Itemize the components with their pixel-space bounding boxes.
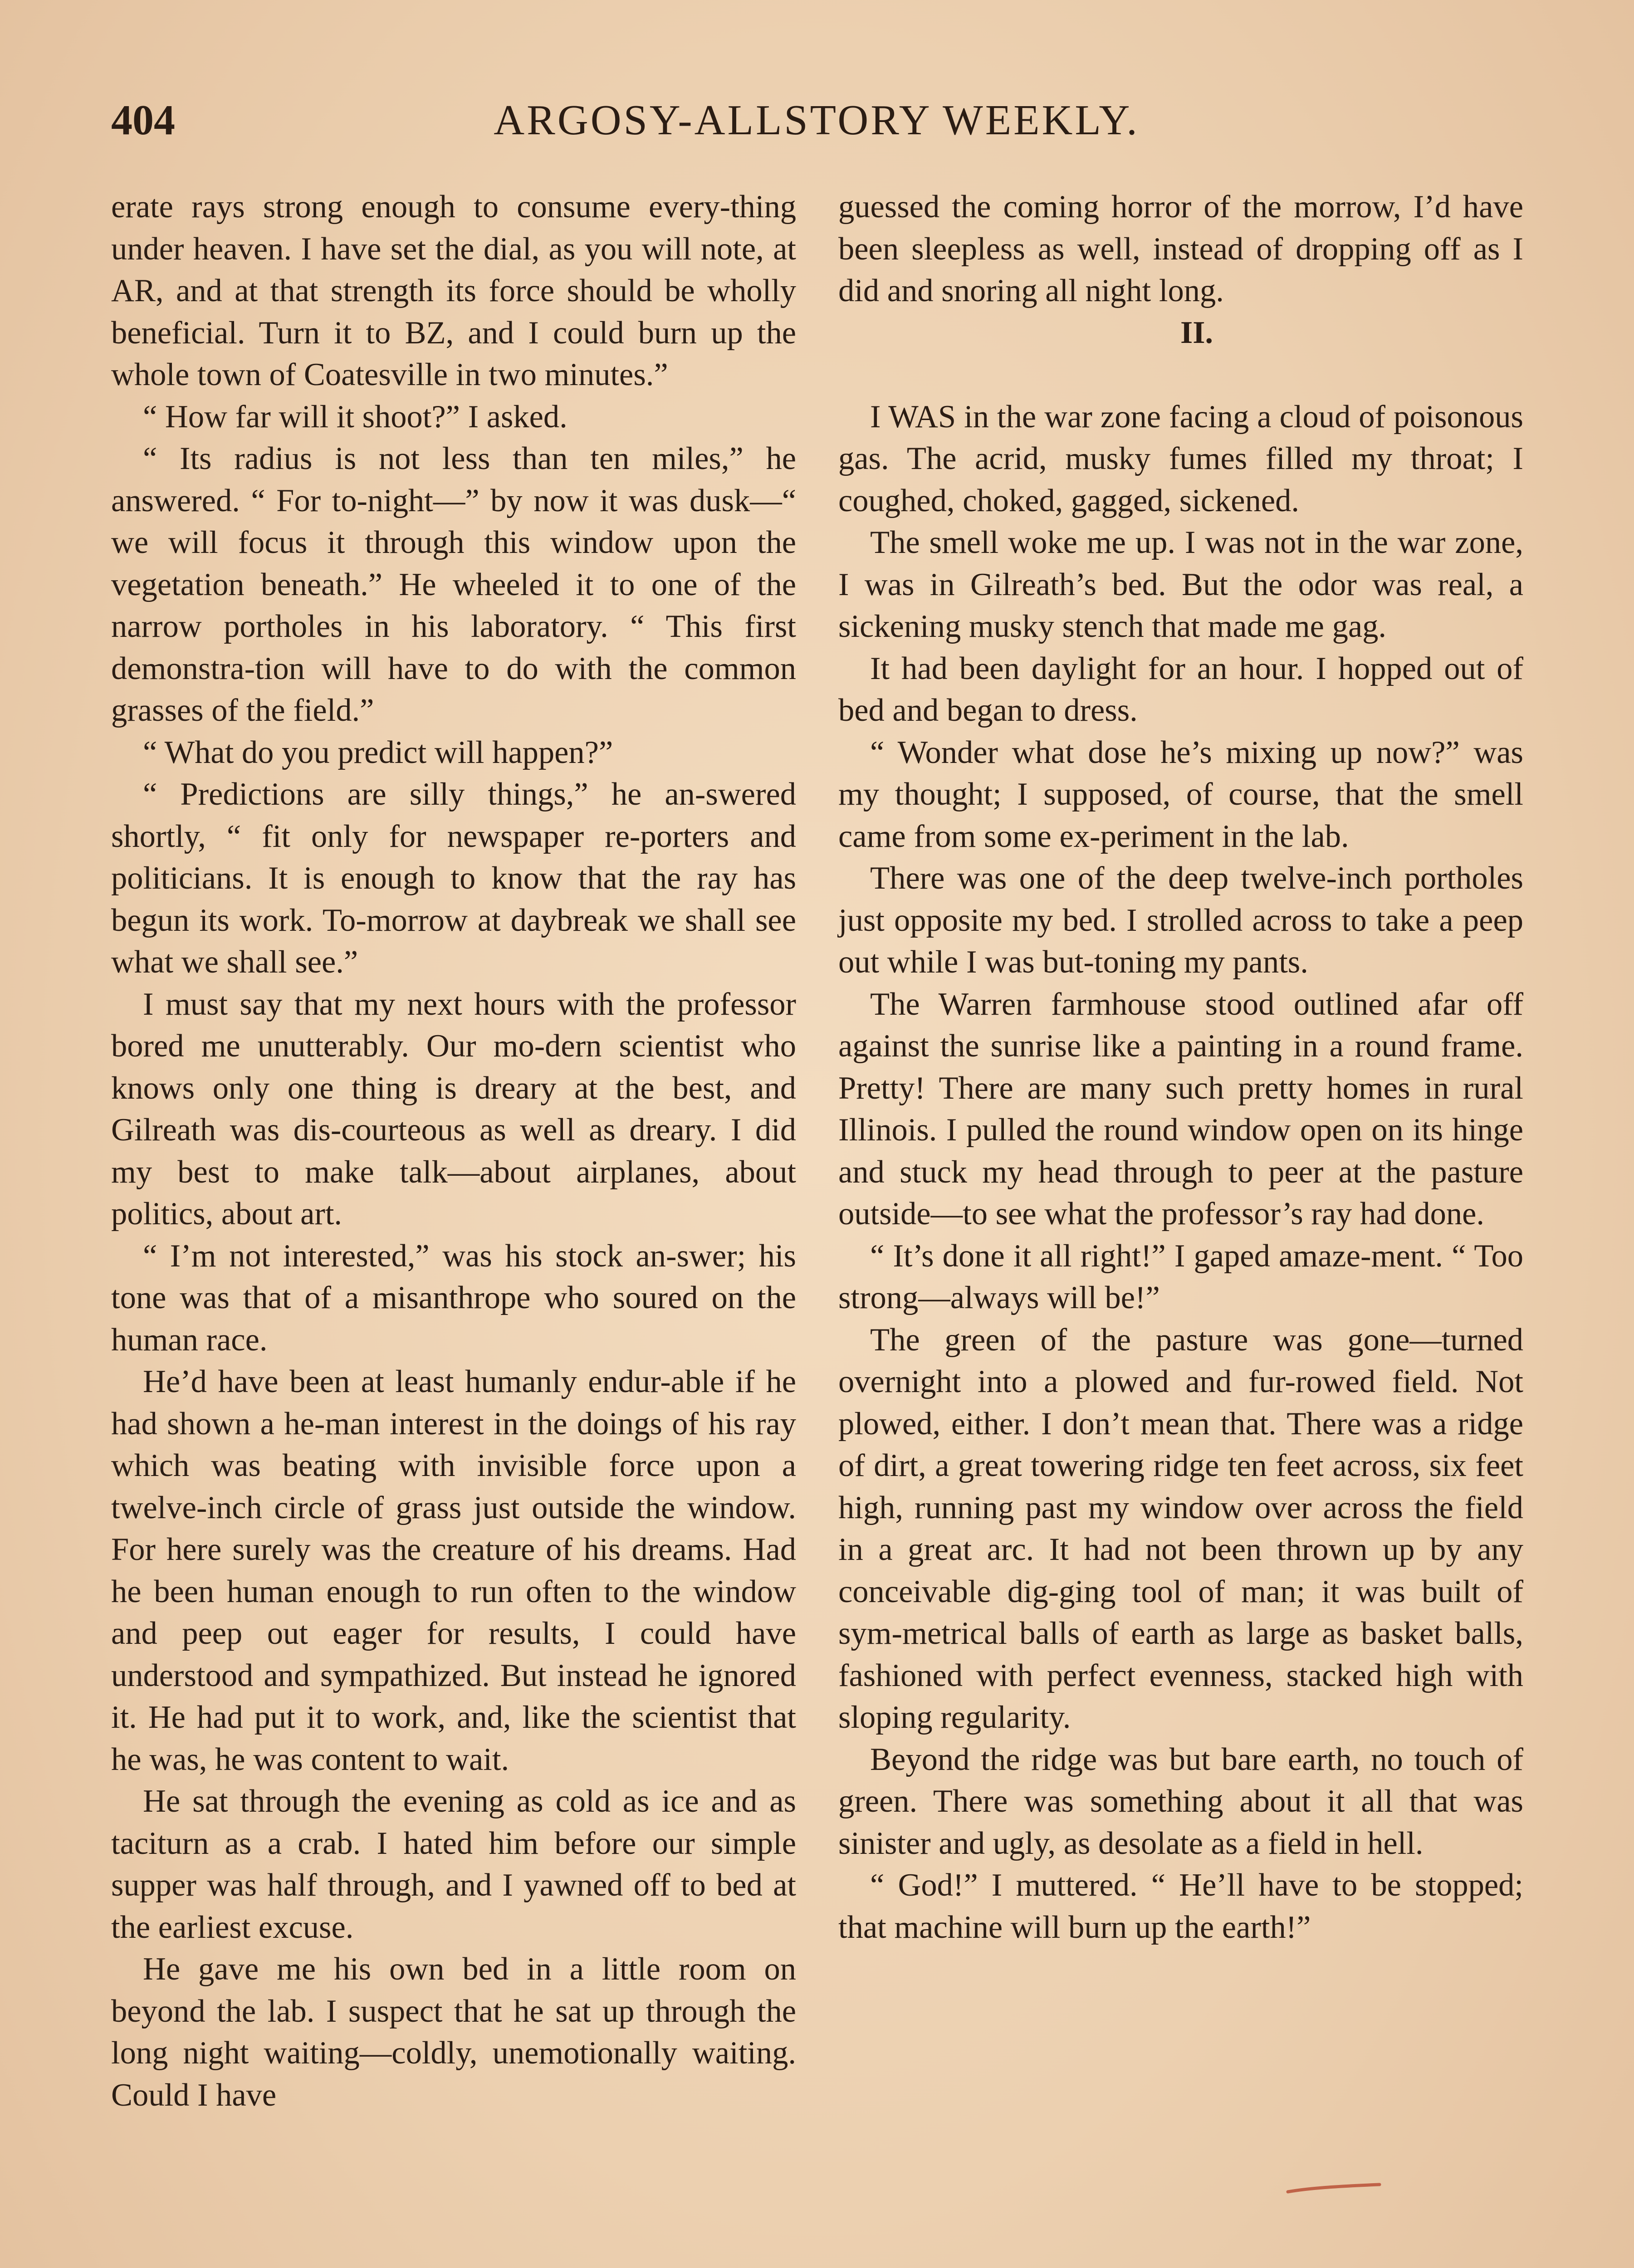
- paragraph: There was one of the deep twelve-inch portholes just opposite my bed. I strolled across to take a peep out while I was but-toning my pants.: [838, 860, 1523, 980]
- pencil-mark-icon: [1286, 2182, 1381, 2195]
- paragraph: guessed the coming horror of the morrow, I’d have been sleepless as well, instead of dropping off as I did and snoring all night long.: [838, 189, 1523, 308]
- paragraph: “ Predictions are silly things,” he an-swered shortly, “ fit only for newspaper re-porters and politicians. It is enough to know that the ray has begun its work. To-morrow at daybreak we shall see what we shall see.”: [111, 777, 796, 980]
- paragraph: erate rays strong enough to consume every-thing under heaven. I have set the dial, as you will note, at AR, and at that strength its force should be wholly beneficial. Turn it to BZ, and I could burn up the whole town of Coatesville in two minutes.”: [111, 189, 796, 392]
- paragraph: “ Wonder what dose he’s mixing up now?” was my thought; I supposed, of course, that the smell came from some ex-periment in the lab.: [838, 734, 1523, 854]
- paragraph: “ It’s done it all right!” I gaped amaze-ment. “ Too strong—always will be!”: [838, 1238, 1523, 1315]
- paragraph: The smell woke me up. I was not in the war zone, I was in Gilreath’s bed. But the odor was real, a sickening musky stench that made me gag.: [838, 525, 1523, 644]
- paragraph: “ What do you predict will happen?”: [143, 734, 613, 770]
- running-title: ARGOSY-ALLSTORY WEEKLY.: [494, 97, 1140, 144]
- paragraph: He sat through the evening as cold as ice and as taciturn as a crab. I hated him before our simple supper was half through, and I yawned off to bed at the earliest excuse.: [111, 1784, 796, 1945]
- paragraph: “ God!” I muttered. “ He’ll have to be stopped; that machine will burn up the earth!”: [838, 1867, 1523, 1945]
- paragraph: The Warren farmhouse stood outlined afar off against the sunrise like a painting in a round frame. Pretty! There are many such pretty homes in rural Illinois. I pulled the round window open on its hinge and stuck my head through to peer at the pasture outside—to see what the professor’s ray had done.: [838, 986, 1523, 1232]
- paragraph: He gave me his own bed in a little room on beyond the lab. I suspect that he sat up through the long night waiting—coldly, unemotionally waiting. Could I have: [111, 1951, 796, 2113]
- paragraph: “ I’m not interested,” was his stock an-swer; his tone was that of a misanthrope who soured on the human race.: [111, 1238, 796, 1358]
- left-column: [111, 186, 796, 2116]
- page-header: [111, 93, 1522, 147]
- paragraph: He’d have been at least humanly endur-able if he had shown a he-man interest in the doings of his ray which was beating with invisible force upon a twelve-inch circle of grass just outside the window. For here surely was the creature of his dreams. Had he been human enough to run often to the window and peep out eager for results, I could have understood and sympathized. But instead he ignored it. He had put it to work, and, like the scientist that he was, he was content to wait.: [111, 1364, 796, 1777]
- paragraph: “ How far will it shoot?” I asked.: [143, 399, 567, 435]
- paragraph: “ Its radius is not less than ten miles,” he answered. “ For to-night—” by now it was dusk—“ we will focus it through this window upon the vegetation beneath.” He wheeled it to one of the narrow portholes in his laboratory. “ This first demonstra-tion will have to do with the common grasses of the field.”: [111, 441, 796, 728]
- paragraph: I WAS in the war zone facing a cloud of poisonous gas. The acrid, musky fumes filled my throat; I coughed, choked, gagged, sickened.: [838, 399, 1523, 518]
- paragraph: Beyond the ridge was but bare earth, no touch of green. There was something about it all that was sinister and ugly, as desolate as a field in hell.: [838, 1741, 1523, 1861]
- paragraph: The green of the pasture was gone—turned overnight into a plowed and fur-rowed field. Not plowed, either. I don’t mean that. There was a ridge of dirt, a great towering ridge ten feet across, six feet high, running past my window over across the field in a great arc. It had not been thrown up by any conceivable dig-ging tool of man; it was built of sym-metrical balls of earth as large as basket balls, fashioned with perfect evenness, stacked high with sloping regularity.: [838, 1322, 1523, 1735]
- section-heading: II.: [1180, 315, 1213, 350]
- paragraph: It had been daylight for an hour. I hopped out of bed and began to dress.: [838, 650, 1523, 728]
- paragraph: I must say that my next hours with the professor bored me unutterably. Our mo-dern scientist who knows only one thing is dreary at the best, and Gilreath was dis-courteous as well as dreary. I did my best to make talk—about airplanes, about politics, about art.: [111, 986, 796, 1232]
- page-number: 404: [111, 97, 175, 144]
- right-column: [838, 186, 1523, 1948]
